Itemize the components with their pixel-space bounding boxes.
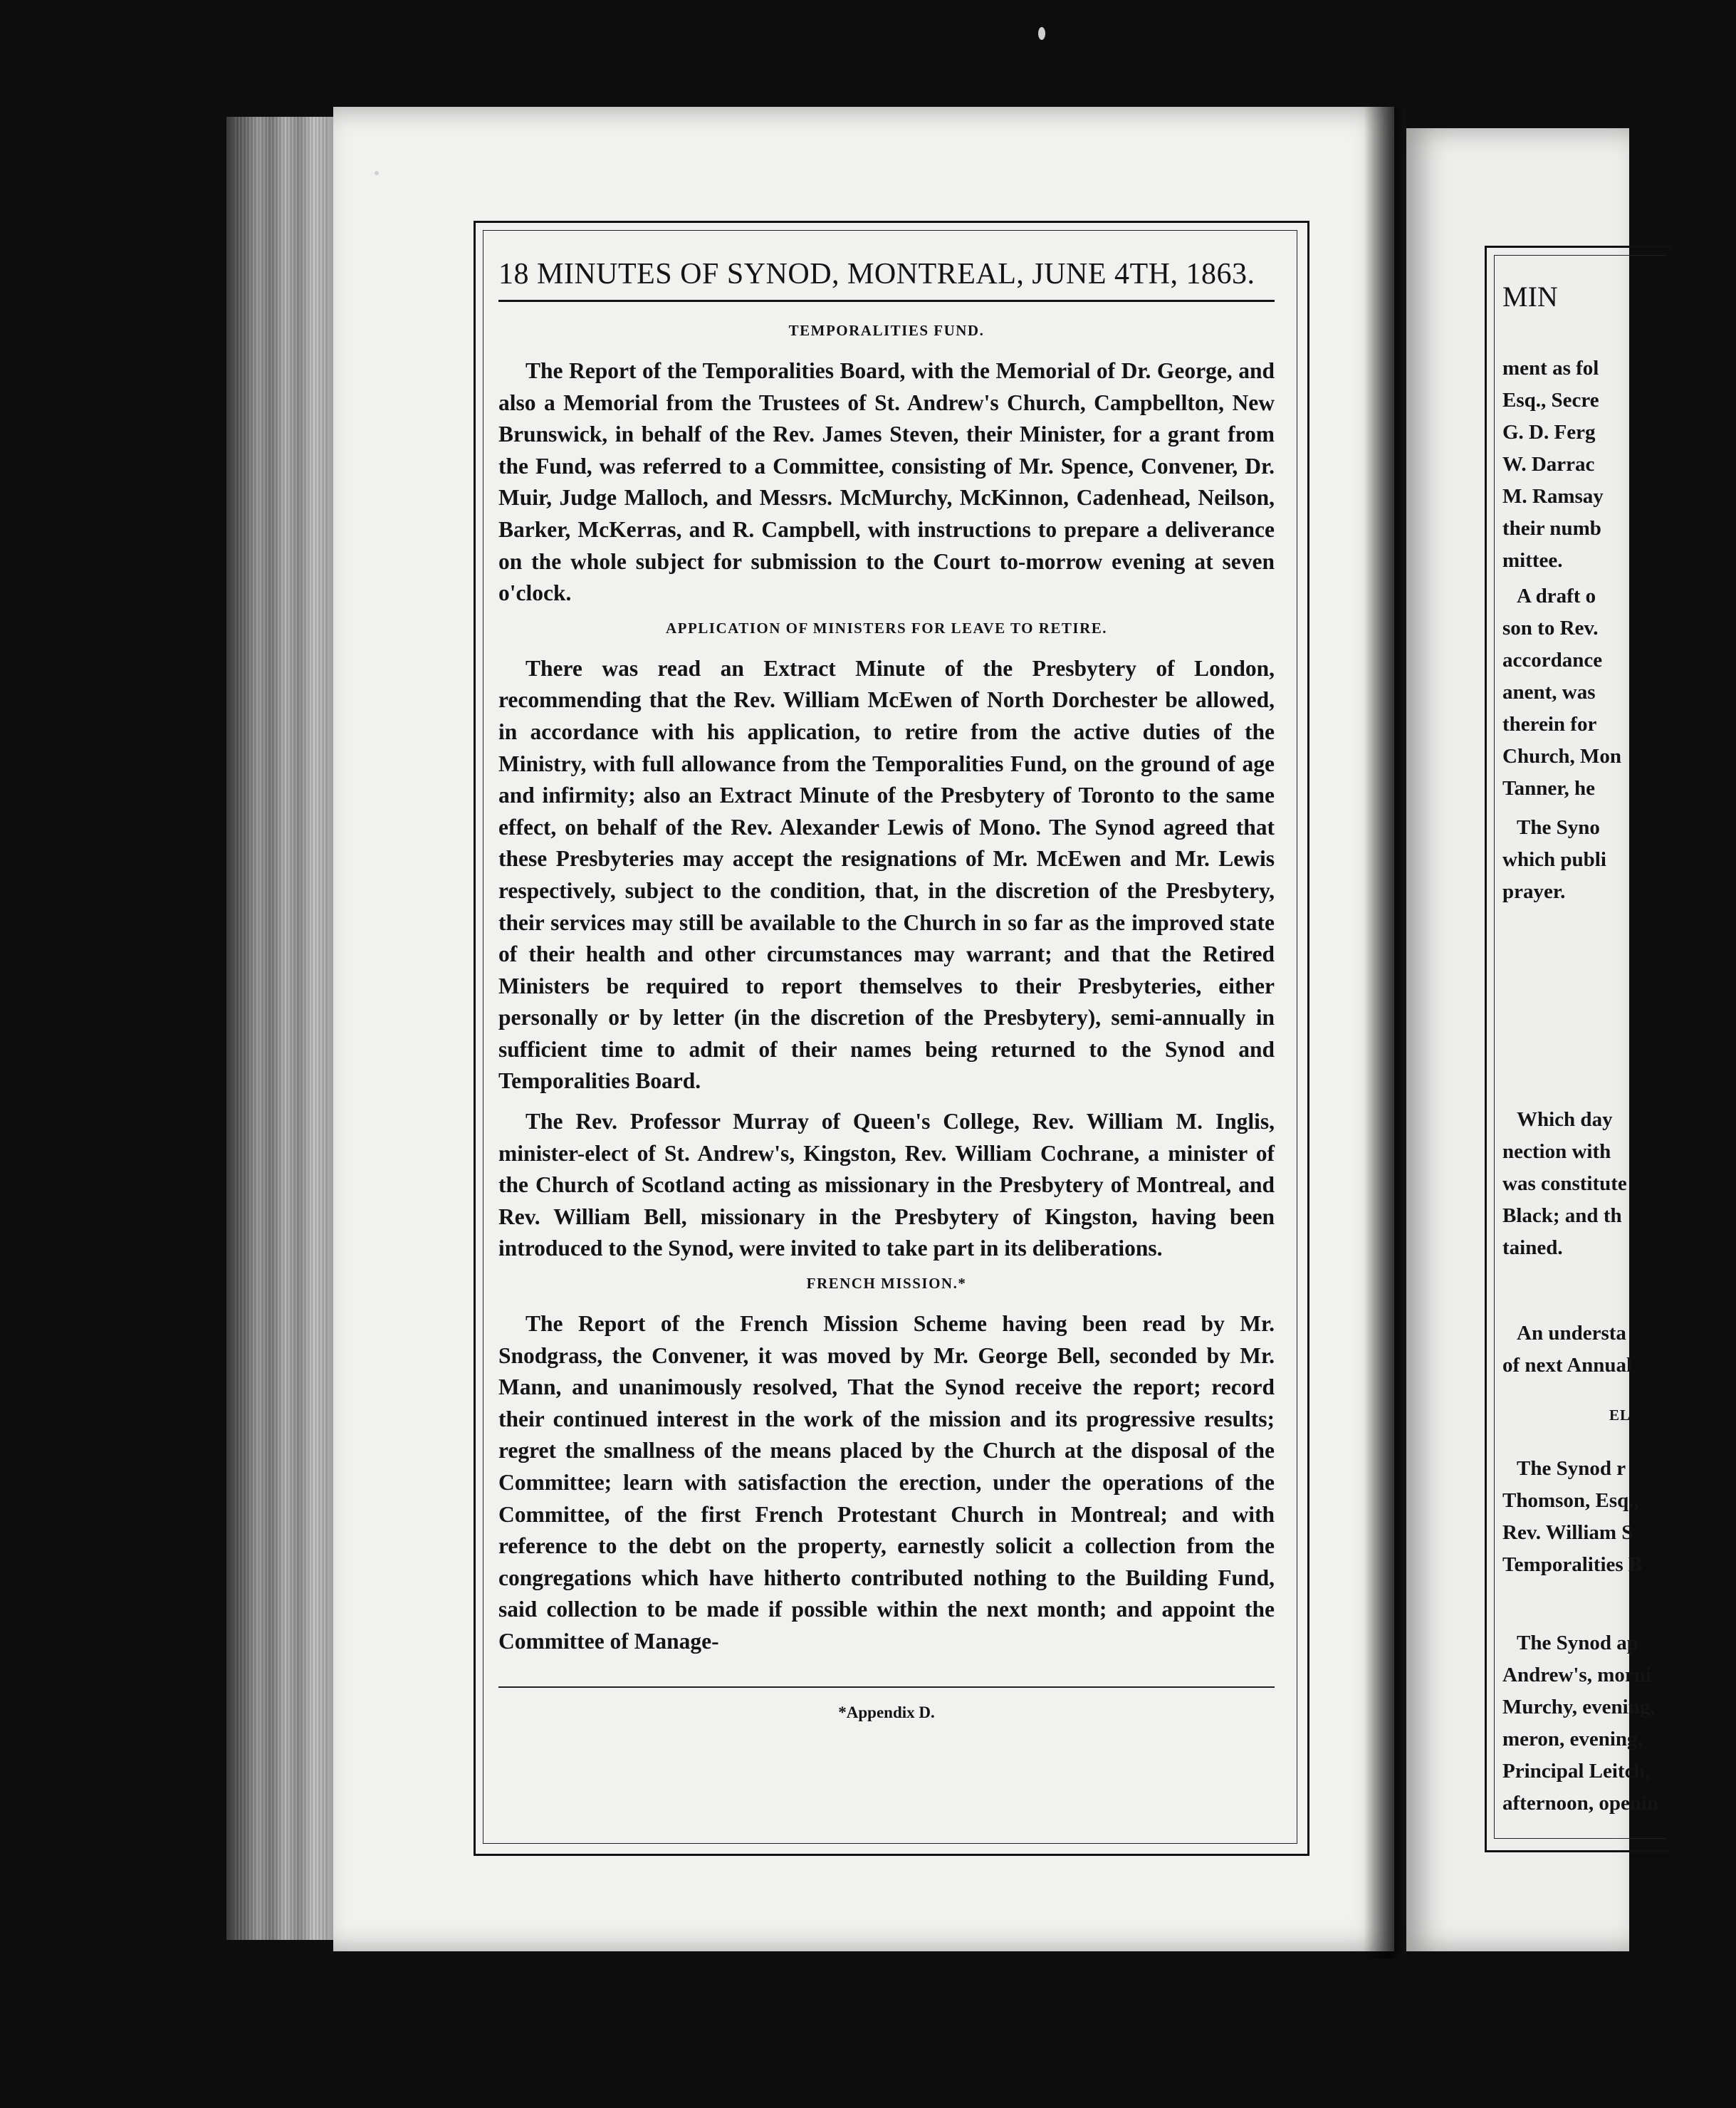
- right-page-line: Esq., Secre: [1502, 389, 1599, 412]
- section-application-of-ministers: [498, 620, 1275, 1265]
- right-page-line: therein for: [1502, 713, 1597, 736]
- right-page-line: The Synod r: [1517, 1457, 1626, 1480]
- scan-speck: [375, 171, 379, 175]
- right-page-line: of next Annual: [1502, 1354, 1633, 1377]
- right-page-line: afternoon, openin: [1502, 1792, 1659, 1815]
- paragraph: The Report of the French Mission Scheme having been read by Mr. Snodgrass, the Convener, it was moved by Mr. George Bell, seconded by Mr. Mann, and unanimously resolved, That the Synod receive the report; record their continued interest in the work of the mission and its progressive results; regret the smallness of the means placed by the Church at the disposal of the Committee; learn with satisfaction the erection, under the operations of the Committee, of the first French Protestant Church in Montreal; and with reference to the debt on the property, earnestly solicit a collection from the congregations which have hitherto contributed nothing to the Building Fund, said collection to be made if possible within the next month; and appoint the Committee of Manage-: [498, 1311, 1275, 1654]
- section-title: TEMPORALITIES FUND.: [788, 322, 985, 339]
- right-running-head: MIN: [1502, 281, 1558, 313]
- book-gutter-shadow: [1364, 107, 1406, 1958]
- right-page-line: An understa: [1517, 1322, 1626, 1345]
- right-page-line: Rev. William S: [1502, 1521, 1633, 1544]
- right-page-line: G. D. Ferg: [1502, 421, 1596, 444]
- right-page-line: W. Darrac: [1502, 453, 1595, 476]
- section-title: APPLICATION OF MINISTERS FOR LEAVE TO RETIRE.: [665, 619, 1108, 637]
- right-page-line: meron, evening,: [1502, 1728, 1643, 1750]
- right-page-line: was constitute: [1502, 1172, 1627, 1195]
- right-page-line: Principal Leitch,: [1502, 1760, 1651, 1783]
- header-rule: [498, 300, 1275, 302]
- right-page-line: ment as fol: [1502, 357, 1599, 380]
- right-page-line: nection with: [1502, 1140, 1611, 1163]
- footnote: *Appendix D.: [838, 1703, 935, 1721]
- right-page-line: A draft o: [1517, 585, 1596, 607]
- right-page-line: Tanner, he: [1502, 777, 1596, 800]
- paragraph: There was read an Extract Minute of the Presbytery of London, recommending that the Rev. William McEwen of North Dorchester be allowed, in accordance with his application, to retire from the active duties of the Ministry, with full allowance from the Temporalities Fund, on the ground of age and infirmity; also an Extract Minute of the Presbytery of Toronto to the same effect, on behalf of the Rev. Alexander Lewis of Mono. The Synod agreed that these Presbyteries may accept the resignations of Mr. McEwen and Mr. Lewis respectively, subject to the condition, that, in the discretion of the Presbytery, their services may still be available to the Church in so far as the improved state of their health and other circumstances may warrant; and that the Retired Ministers be required to report themselves to their Presbyteries, either personally or by letter (in the discretion of the Presbytery), semi-annually in sufficient time to admit of their names being returned to the Synod and Temporalities Board.: [498, 655, 1275, 1094]
- right-page-line: their numb: [1502, 517, 1601, 540]
- paragraph: The Report of the Temporalities Board, with the Memorial of Dr. George, and also a Memorial from the Trustees of St. Andrew's Church, Campbellton, New Brunswick, in behalf of the Rev. James Steven, their Minister, for a grant from the Fund, was referred to a Committee, consisting of Mr. Spence, Convener, Dr. Muir, Judge Malloch, and Messrs. McMurchy, McKinnon, Cadenhead, Neilson, Barker, McKerras, and R. Campbell, with instructions to prepare a deliverance on the whole subject for submission to the Court to-morrow evening at seven o'clock.: [498, 358, 1275, 606]
- section-title: FRENCH MISSION.*: [806, 1275, 967, 1293]
- scan-speck: [1038, 27, 1045, 40]
- right-page-line: M. Ramsay: [1502, 485, 1604, 508]
- right-page-line: Church, Mon: [1502, 745, 1622, 768]
- right-page-line: Murchy, evening,: [1502, 1696, 1656, 1718]
- right-page-line: prayer.: [1502, 880, 1566, 903]
- right-page-line: Thomson, Esq.,: [1502, 1489, 1639, 1512]
- right-page-line: Andrew's, morni: [1502, 1664, 1651, 1686]
- right-page-line: anent, was: [1502, 681, 1596, 704]
- book-page-edges-texture: [235, 117, 328, 1940]
- right-page-line: accordance: [1502, 649, 1603, 672]
- right-page-line: Temporalities B: [1502, 1553, 1643, 1576]
- left-page-content: [498, 235, 1275, 1722]
- right-page-line: The Syno: [1517, 816, 1600, 839]
- right-page-line: which publi: [1502, 848, 1606, 871]
- right-page-line: son to Rev.: [1502, 617, 1599, 640]
- running-head: 18 MINUTES OF SYNOD, MONTREAL, JUNE 4TH, 1863.: [498, 258, 1255, 291]
- section-temporalities-fund: [498, 322, 1275, 610]
- right-page-line: tained.: [1502, 1236, 1563, 1259]
- right-page-line: mittee.: [1502, 549, 1563, 572]
- footnote-rule: [498, 1686, 1275, 1688]
- right-page-line: Which day: [1517, 1108, 1613, 1131]
- right-page-line: The Synod ap: [1517, 1632, 1638, 1654]
- right-page-line: EL: [1609, 1407, 1631, 1424]
- right-page-line: Black; and th: [1502, 1204, 1622, 1227]
- section-french-mission: [498, 1275, 1275, 1658]
- paragraph: The Rev. Professor Murray of Queen's College, Rev. William M. Inglis, minister-elect of St. Andrew's, Kingston, Rev. William Cochrane, a minister of the Church of Scotland acting as missionary in the Presbytery of Montreal, and Rev. William Bell, missionary in the Presbytery of Kingston, having been introduced to the Synod, were invited to take part in its deliberations.: [498, 1109, 1275, 1261]
